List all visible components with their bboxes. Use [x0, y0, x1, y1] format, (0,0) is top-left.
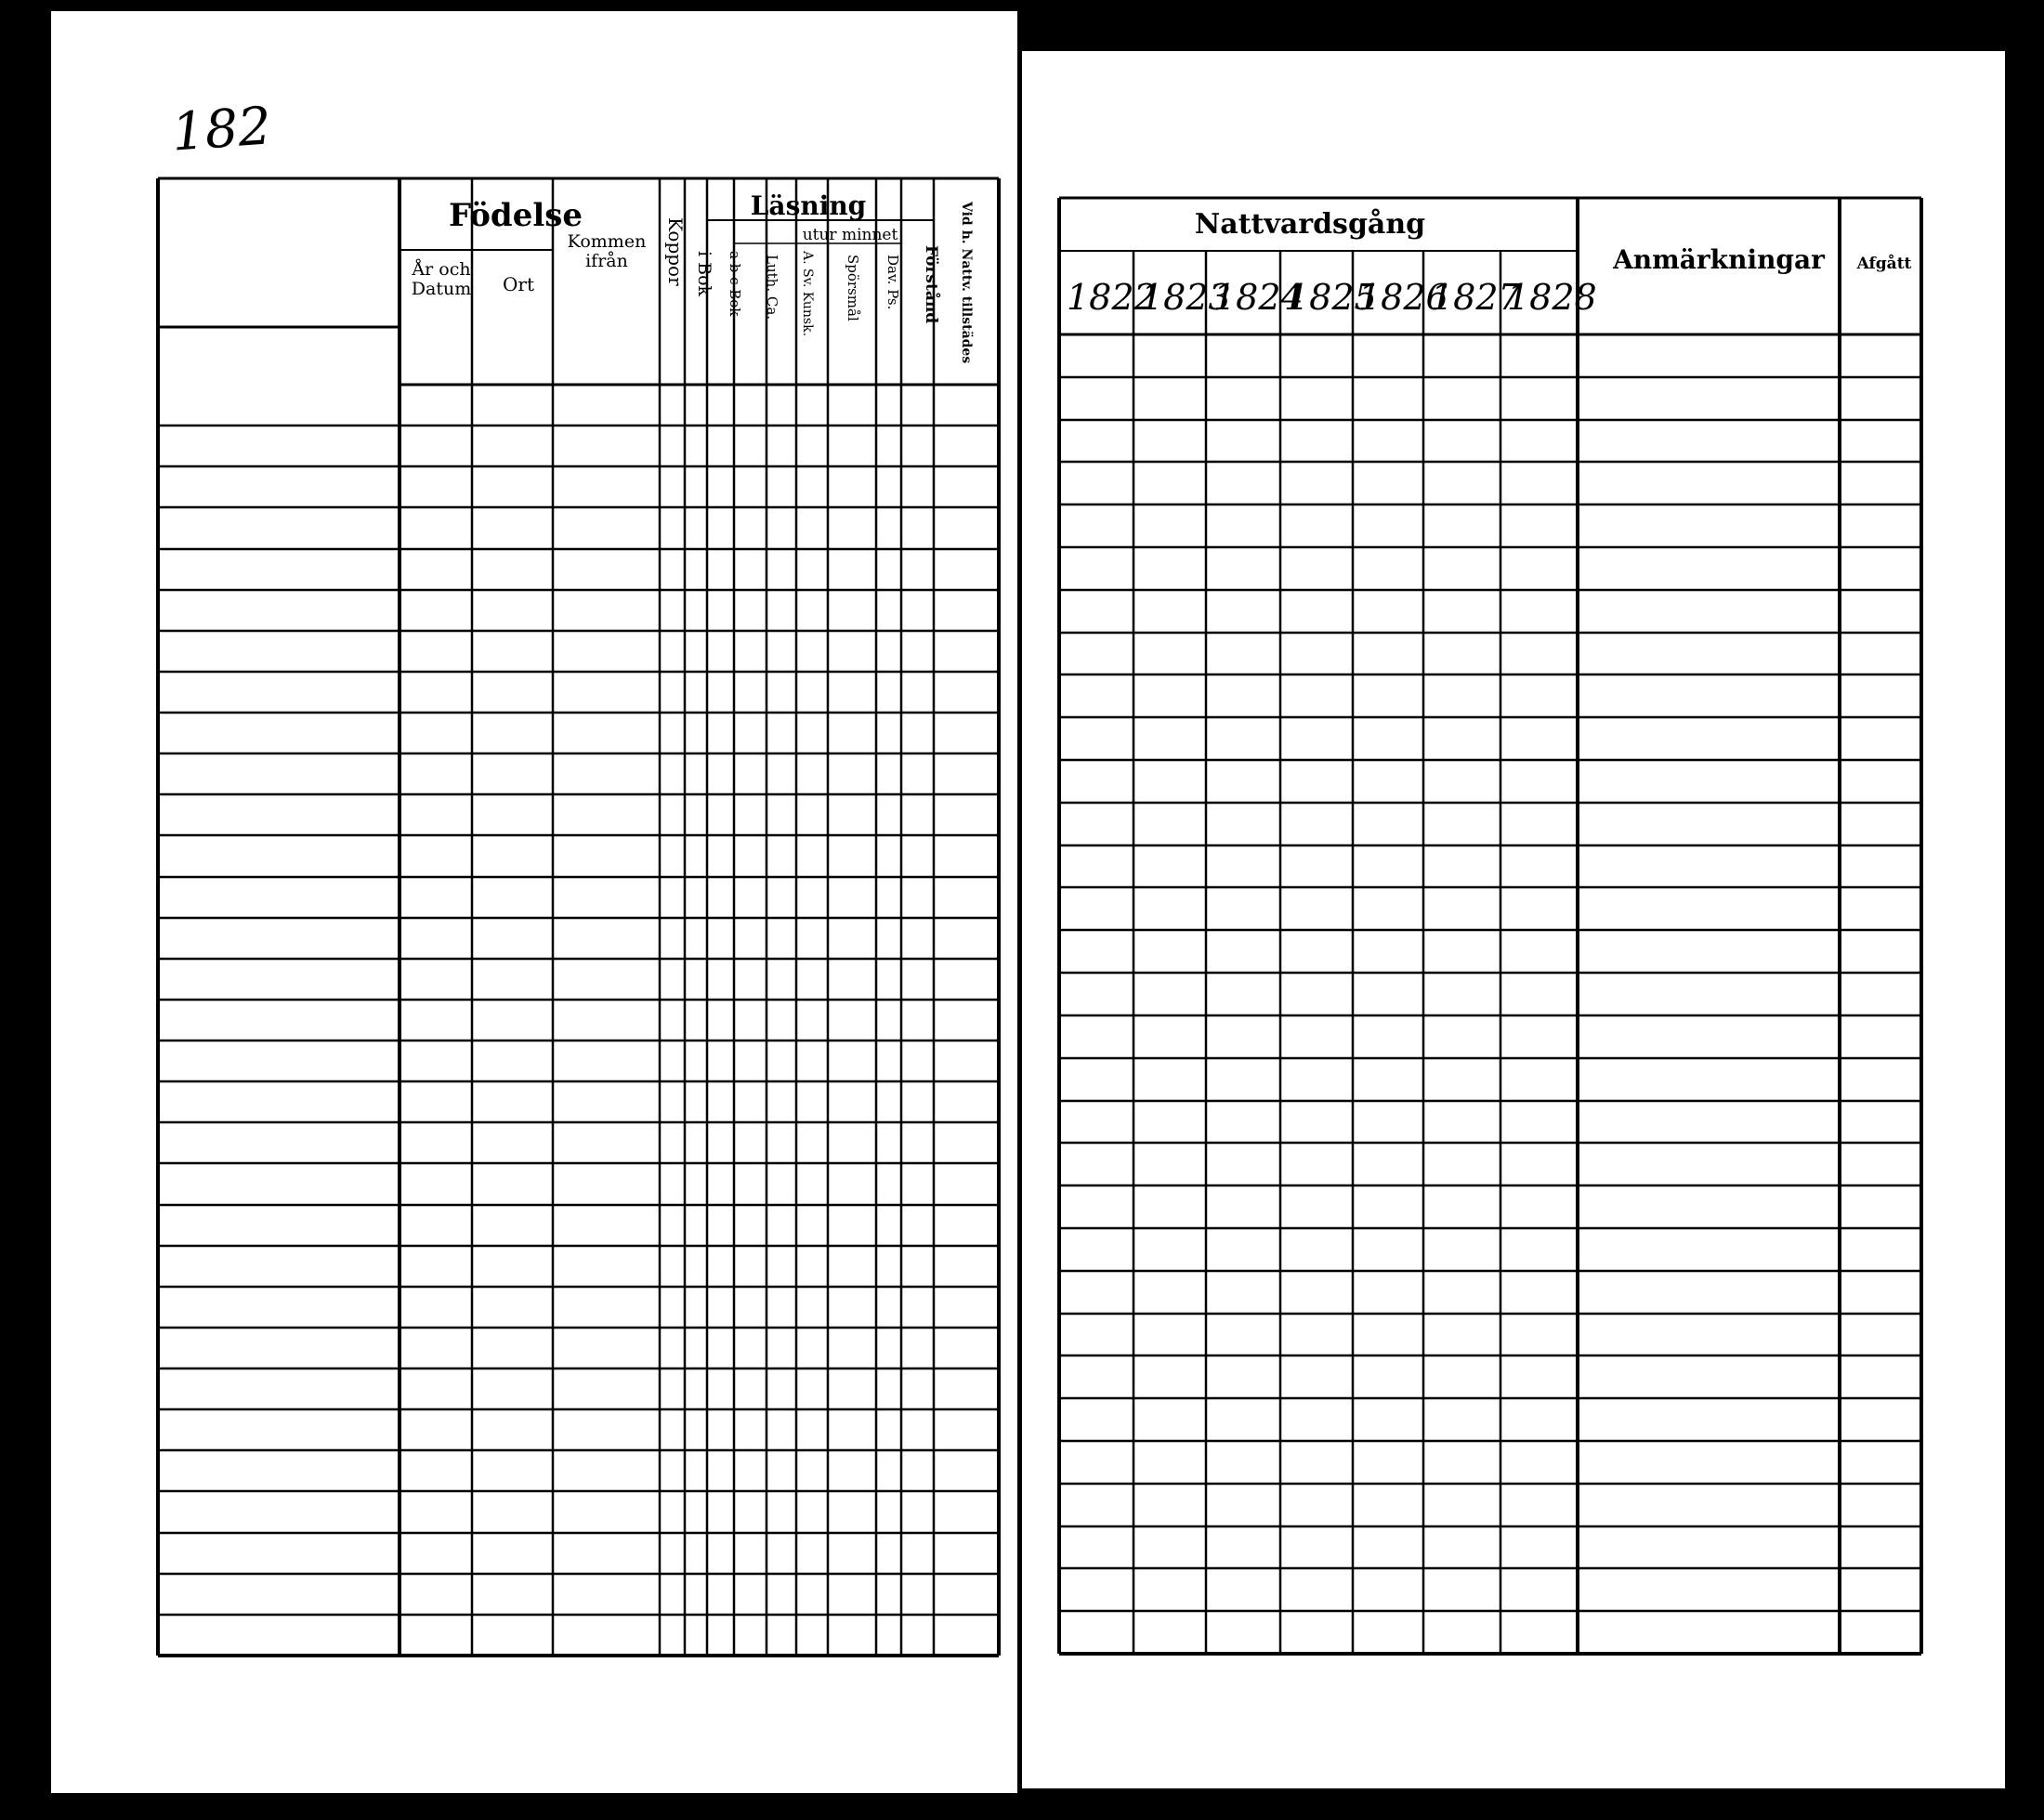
year-1824: 1824	[1213, 277, 1304, 318]
communion-header: Nattvardsgång	[1194, 208, 1426, 241]
page-number: 182	[169, 96, 274, 164]
birth-header: Födelse	[448, 197, 583, 234]
questions-header: Spörsmål	[845, 255, 861, 321]
remarks-header: Anmärkningar	[1613, 244, 1825, 275]
year-1823: 1823	[1141, 277, 1231, 318]
arrived-from-header: Kommen ifrån	[567, 231, 647, 271]
year-1828: 1828	[1507, 277, 1597, 318]
explanation-header: A. Sv. Kunsk.	[800, 251, 815, 337]
year-1827: 1827	[1431, 277, 1521, 318]
year-1825: 1825	[1287, 277, 1377, 318]
left-page	[51, 11, 1017, 1793]
reading-header: Läsning	[750, 190, 867, 221]
year-1826: 1826	[1358, 277, 1448, 318]
psalms-header: Dav. Ps.	[884, 255, 901, 310]
smallpox-header: Koppor	[664, 217, 687, 286]
departed-header: Afgått	[1856, 255, 1912, 273]
year-1822: 1822	[1067, 277, 1157, 318]
right-page	[1022, 51, 2005, 1788]
by-heart-header: utur minnet	[802, 226, 898, 244]
birth-place-header: Ort	[503, 273, 534, 295]
birth-year-date-header: År och Datum	[411, 259, 472, 299]
present-communion-header: Vid h. Nattv. tillstädes	[959, 202, 974, 364]
abc-book-header: a b c Bok	[727, 251, 743, 317]
understanding-header: Förstånd	[922, 245, 940, 324]
in-book-header: i Bok	[694, 251, 714, 297]
luther-catechism-header: Luth. Ca.	[764, 255, 780, 321]
